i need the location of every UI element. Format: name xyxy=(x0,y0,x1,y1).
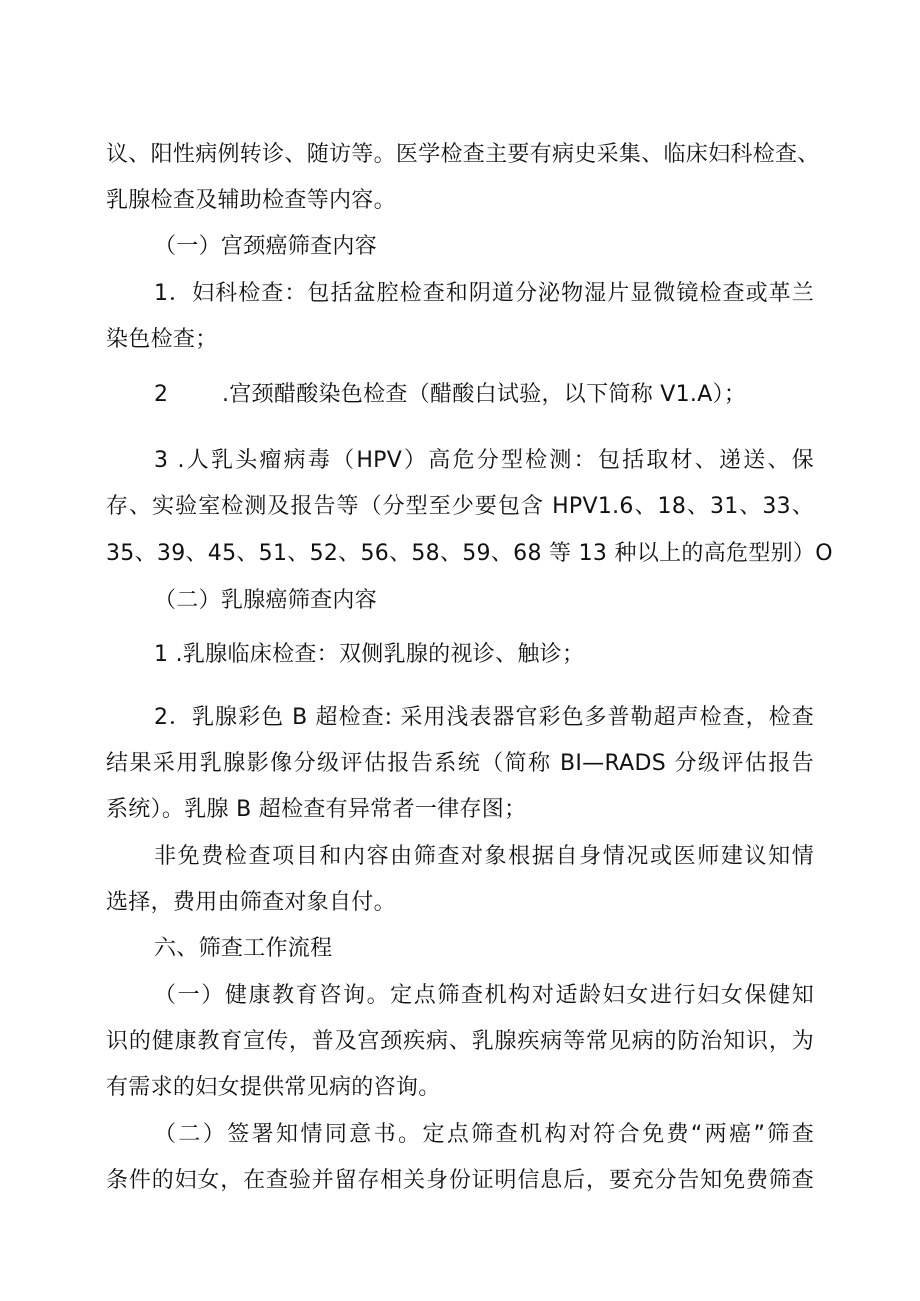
paragraph-line: 有需求的妇女提供常见病的咨询。 xyxy=(106,1075,441,1100)
paragraph-line: 乳腺检查及辅助检查等内容。 xyxy=(106,188,396,213)
paragraph-text: （二）签署知情同意书。定点筛查机构对符合免费“两癌”筛查 xyxy=(154,1122,814,1147)
paragraph-line: 议、阳性病例转诊、随访等。医学检查主要有病史采集、临床妇科检查、 xyxy=(106,142,820,167)
list-number: 2 xyxy=(154,382,169,407)
paragraph-line: 识的健康教育宣传，普及宫颈疾病、乳腺疾病等常见病的防治知识，为 xyxy=(106,1029,814,1054)
list-item xyxy=(154,279,814,309)
paragraph-line xyxy=(154,981,814,1011)
list-item-text: .宫颈醋酸染色检查（醋酸白试验，以下简称 V1.A）； xyxy=(222,382,747,407)
list-item xyxy=(154,380,862,410)
paragraph-line: 染色检查； xyxy=(106,327,218,352)
list-item-text: 3 .人乳头瘤病毒（HPV）高危分型检测：包括取材、递送、保 xyxy=(154,448,814,473)
paragraph-text: 非免费检查项目和内容由筛查对象根据自身情况或医师建议知情 xyxy=(154,844,814,869)
paragraph-text: （一）健康教育咨询。定点筛查机构对适龄妇女进行妇女保健知 xyxy=(154,983,814,1008)
paragraph-line: 存、实验室检测及报告等（分型至少要包含 HPV1.6、18、31、33、 xyxy=(106,494,814,519)
chapter-heading: 六、筛查工作流程 xyxy=(154,936,333,961)
paragraph-line: 结果采用乳腺影像分级评估报告系统（简称 BI—RADS 分级评估报告 xyxy=(106,751,814,776)
paragraph-line: 系统）。乳腺 B 超检查有异常者一律存图； xyxy=(106,797,527,822)
list-item: 1 .乳腺临床检查：双侧乳腺的视诊、触诊； xyxy=(154,642,585,667)
section-heading: （二）乳腺癌筛查内容 xyxy=(154,588,378,613)
list-item-text: 1．妇科检查：包括盆腔检查和阴道分泌物湿片显微镜检查或革兰 xyxy=(154,281,814,306)
paragraph-line: 选择，费用由筛查对象自付。 xyxy=(106,890,396,915)
paragraph-line xyxy=(154,842,814,872)
section-heading: （一）宫颈癌筛查内容 xyxy=(154,234,378,259)
list-item xyxy=(154,703,814,733)
paragraph-line: 条件的妇女，在查验并留存相关身份证明信息后，要充分告知免费筛查 xyxy=(106,1168,814,1193)
list-item xyxy=(154,446,814,476)
list-item-text: 2．乳腺彩色 B 超检查: 采用浅表器官彩色多普勒超声检查，检查 xyxy=(154,705,814,730)
paragraph-line: 35、39、45、51、52、56、58、59、68 等 13 种以上的高危型别）O xyxy=(106,541,833,566)
paragraph-line xyxy=(154,1120,814,1150)
